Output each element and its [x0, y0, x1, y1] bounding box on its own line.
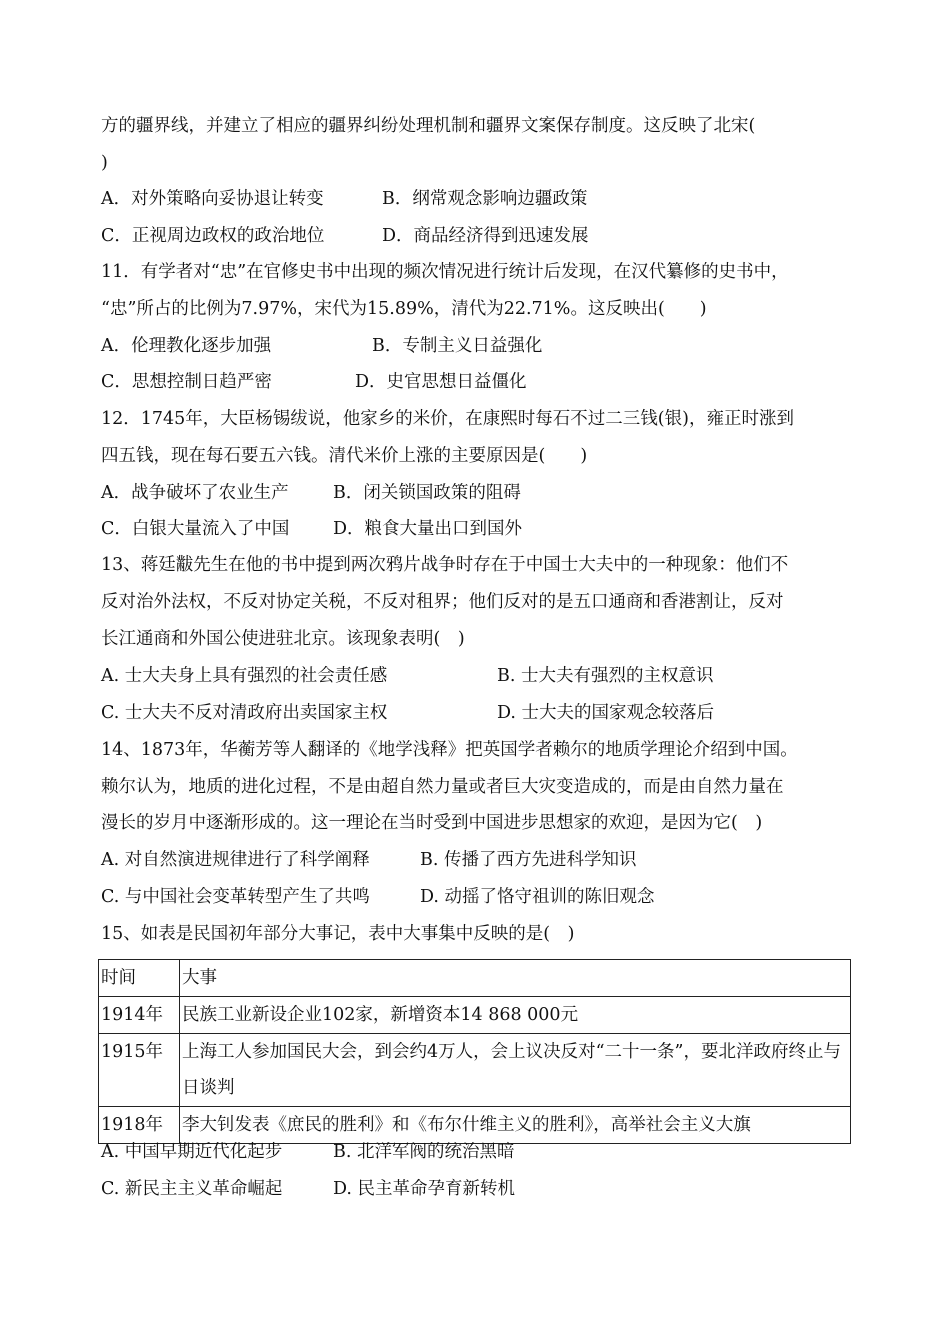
q14-option-c[interactable]: C. 与中国社会变革转型产生了共鸣: [101, 887, 370, 907]
q12-stem-line: 12．1745年，大臣杨锡绂说，他家乡的米价，在康熙时每石不过二三钱(银)，雍正时涨到: [101, 409, 794, 429]
q10-option-a[interactable]: A．对外策略向妥协退让转变: [101, 189, 324, 209]
q13-stem-line: 长江通商和外国公使进驻北京。该现象表明( ): [101, 629, 465, 649]
q12-stem-line: 四五钱，现在每石要五六钱。清代米价上涨的主要原因是( ): [101, 446, 588, 466]
events-table: [98, 959, 851, 1144]
table-header-time: 时间: [99, 960, 180, 997]
q10-stem-line: ): [101, 153, 108, 173]
table-row: [99, 1034, 851, 1107]
q15-option-c[interactable]: C. 新民主主义革命崛起: [101, 1179, 283, 1199]
q10-stem-line: 方的疆界线，并建立了相应的疆界纠纷处理机制和疆界文案保存制度。这反映了北宋(: [101, 116, 756, 136]
q11-option-b[interactable]: B．专制主义日益强化: [372, 336, 543, 356]
q14-option-b[interactable]: B. 传播了西方先进科学知识: [420, 850, 637, 870]
q14-option-a[interactable]: A. 对自然演进规律进行了科学阐释: [101, 850, 370, 870]
table-header-row: [99, 960, 851, 997]
q12-option-c[interactable]: C．白银大量流入了中国: [101, 519, 290, 539]
table-row: [99, 1107, 851, 1144]
table-cell-year: 1918年: [99, 1107, 180, 1144]
q11-stem-line: “忠”所占的比例为7.97%，宋代为15.89%，清代为22.71%。这反映出( ): [101, 299, 707, 319]
table-cell-year: 1915年: [99, 1034, 180, 1107]
q12-option-b[interactable]: B．闭关锁国政策的阻碍: [333, 483, 521, 503]
q11-option-d[interactable]: D．史官思想日益僵化: [355, 372, 527, 392]
q13-option-d[interactable]: D. 士大夫的国家观念较落后: [497, 703, 715, 723]
q10-option-c[interactable]: C．正视周边政权的政治地位: [101, 226, 325, 246]
q15-option-d[interactable]: D. 民主革命孕育新转机: [333, 1179, 516, 1199]
q15-stem: 15、如表是民国初年部分大事记，表中大事集中反映的是( ): [101, 924, 575, 944]
table-row: [99, 997, 851, 1034]
q11-stem-line: 11．有学者对“忠”在官修史书中出现的频次情况进行统计后发现，在汉代纂修的史书中，: [101, 262, 789, 282]
q12-option-a[interactable]: A．战争破坏了农业生产: [101, 483, 289, 503]
q13-option-a[interactable]: A. 士大夫身上具有强烈的社会责任感: [101, 666, 388, 686]
q15-option-b[interactable]: B. 北洋军阀的统治黑暗: [333, 1142, 515, 1162]
table-cell-event: 李大钊发表《庶民的胜利》和《布尔什维主义的胜利》，高举社会主义大旗: [179, 1107, 850, 1144]
table-cell-year: 1914年: [99, 997, 180, 1034]
q13-option-c[interactable]: C. 士大夫不反对清政府出卖国家主权: [101, 703, 388, 723]
q14-stem-line: 漫长的岁月中逐渐形成的。这一理论在当时受到中国进步思想家的欢迎，是因为它( ): [101, 813, 763, 833]
table-cell-event: 民族工业新设企业102家，新增资本14 868 000元: [179, 997, 850, 1034]
q10-option-b[interactable]: B．纲常观念影响边疆政策: [382, 189, 588, 209]
q11-option-c[interactable]: C．思想控制日趋严密: [101, 372, 272, 392]
q12-option-d[interactable]: D．粮食大量出口到国外: [333, 519, 523, 539]
q14-stem-line: 14、1873年，华蘅芳等人翻译的《地学浅释》把英国学者赖尔的地质学理论介绍到中国。: [101, 740, 798, 760]
q13-stem-line: 反对治外法权，不反对协定关税，不反对租界；他们反对的是五口通商和香港割让，反对: [101, 592, 784, 612]
q10-option-d[interactable]: D．商品经济得到迅速发展: [382, 226, 589, 246]
q13-option-b[interactable]: B. 士大夫有强烈的主权意识: [497, 666, 714, 686]
table-cell-event: 上海工人参加国民大会，到会约4万人，会上议决反对“二十一条”，要北洋政府终止与日谈判: [179, 1034, 850, 1107]
q14-option-d[interactable]: D. 动摇了恪守祖训的陈旧观念: [420, 887, 655, 907]
q11-option-a[interactable]: A．伦理教化逐步加强: [101, 336, 272, 356]
q13-stem-line: 13、蒋廷黻先生在他的书中提到两次鸦片战争时存在于中国士大夫中的一种现象：他们不: [101, 555, 789, 575]
q15-option-a[interactable]: A. 中国早期近代化起步: [101, 1142, 283, 1162]
table-header-event: 大事: [179, 960, 850, 997]
q14-stem-line: 赖尔认为，地质的进化过程，不是由超自然力量或者巨大灾变造成的，而是由自然力量在: [101, 777, 784, 797]
